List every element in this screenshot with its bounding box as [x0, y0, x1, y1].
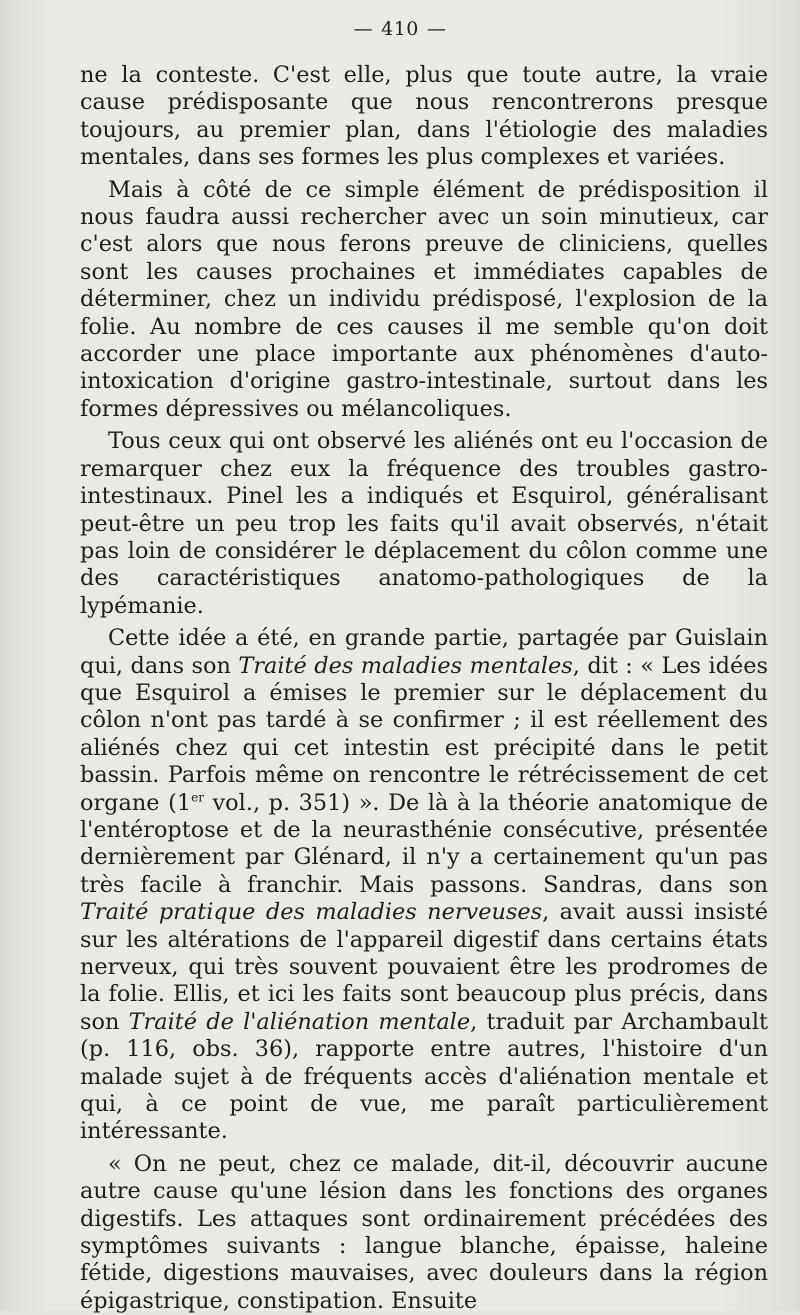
paragraph-guislain [80, 625, 768, 1146]
text-run: , avait aussi insisté sur les altérations de l'appareil digestif dans certains états nerveux, qui très souvent pouvaient être les prodromes de la folie. Ellis, et ici les faits sont beaucoup plus précis, dans son [80, 899, 768, 1035]
page-number [0, 18, 800, 40]
book-title-guislain: Traité des maladies mentales [238, 652, 573, 679]
page-number-value: 410 [381, 18, 419, 40]
superscript-er: er [191, 790, 204, 805]
book-title-sandras: Traité pratique des maladies nerveuses [80, 899, 543, 926]
paragraph-quotation: « On ne peut, chez ce malade, dit-il, découvrir aucune autre cause qu'une lésion dans les fonctions des organes digestifs. Les attaques sont ordinairement précédées des symptômes suivants : langue blanche, épaisse, haleine fétide, digestions mauvaises, avec douleurs dans la région épigastrique, constipation. Ensuite [80, 1150, 768, 1314]
paragraph-predisposition: Mais à côté de ce simple élément de prédisposition il nous faudra aussi rechercher avec un soin minutieux, car c'est alors que nous ferons preuve de cliniciens, quelles sont les causes prochaines et immédiates capables de déterminer, chez un individu prédisposé, l'explosion de la folie. Au nombre de ces causes il me semble qu'on doit accorder une place importante aux phénomènes d'auto-intoxication d'origine gastro-intestinale, surtout dans les formes dépressives ou mélancoliques. [80, 176, 768, 422]
text-run: , traduit par Archambault (p. 116, obs. 36), rapporte entre autres, l'histoire d'un malade sujet à de fréquents accès d'aliénation mentale et qui, à ce point de vue, me paraît particulièrement intéressante. [80, 1008, 768, 1145]
paragraph-continuation: ne la conteste. C'est elle, plus que toute autre, la vraie cause prédisposante que nous rencontrerons presque toujours, au premier plan, dans l'étiologie des maladies mentales, dans ses formes les plus complexes et variées. [80, 62, 768, 171]
book-title-ellis: Traité de l'aliénation mentale [128, 1008, 471, 1035]
paragraph-observations: Tous ceux qui ont observé les aliénés ont eu l'occasion de remarquer chez eux la fréquence des troubles gastro-intestinaux. Pinel les a indiqués et Esquirol, généralisant peut-être un peu trop les faits qu'il avait observés, n'était pas loin de considérer le déplacement du côlon comme une des caractéristiques anatomo-pathologiques de la lypémanie. [80, 428, 768, 619]
body-text [80, 62, 768, 1315]
page-number-dash-right: — [426, 18, 447, 40]
text-run: , dit : « Les idées que Esquirol a émises le premier sur le déplacement du côlon n'ont pas tardé à se confirmer ; il est réellement des aliénés chez qui cet intestin est précipité dans le petit bassin. Parfois même on rencontre le rétrécissement de cet organe (1 [80, 652, 768, 816]
text-run: Cette idée a été, en grande partie, partagée par Guislain qui, dans son [80, 625, 768, 679]
page-number-dash-left: — [353, 18, 374, 40]
text-run: vol., p. 351) ». De là à la théorie anatomique de l'entéroptose et de la neurasthénie consécutive, présentée dernièrement par Glénard, il n'y a certainement qu'un pas très facile à franchir. Mais passons. Sandras, dans son [80, 789, 768, 898]
